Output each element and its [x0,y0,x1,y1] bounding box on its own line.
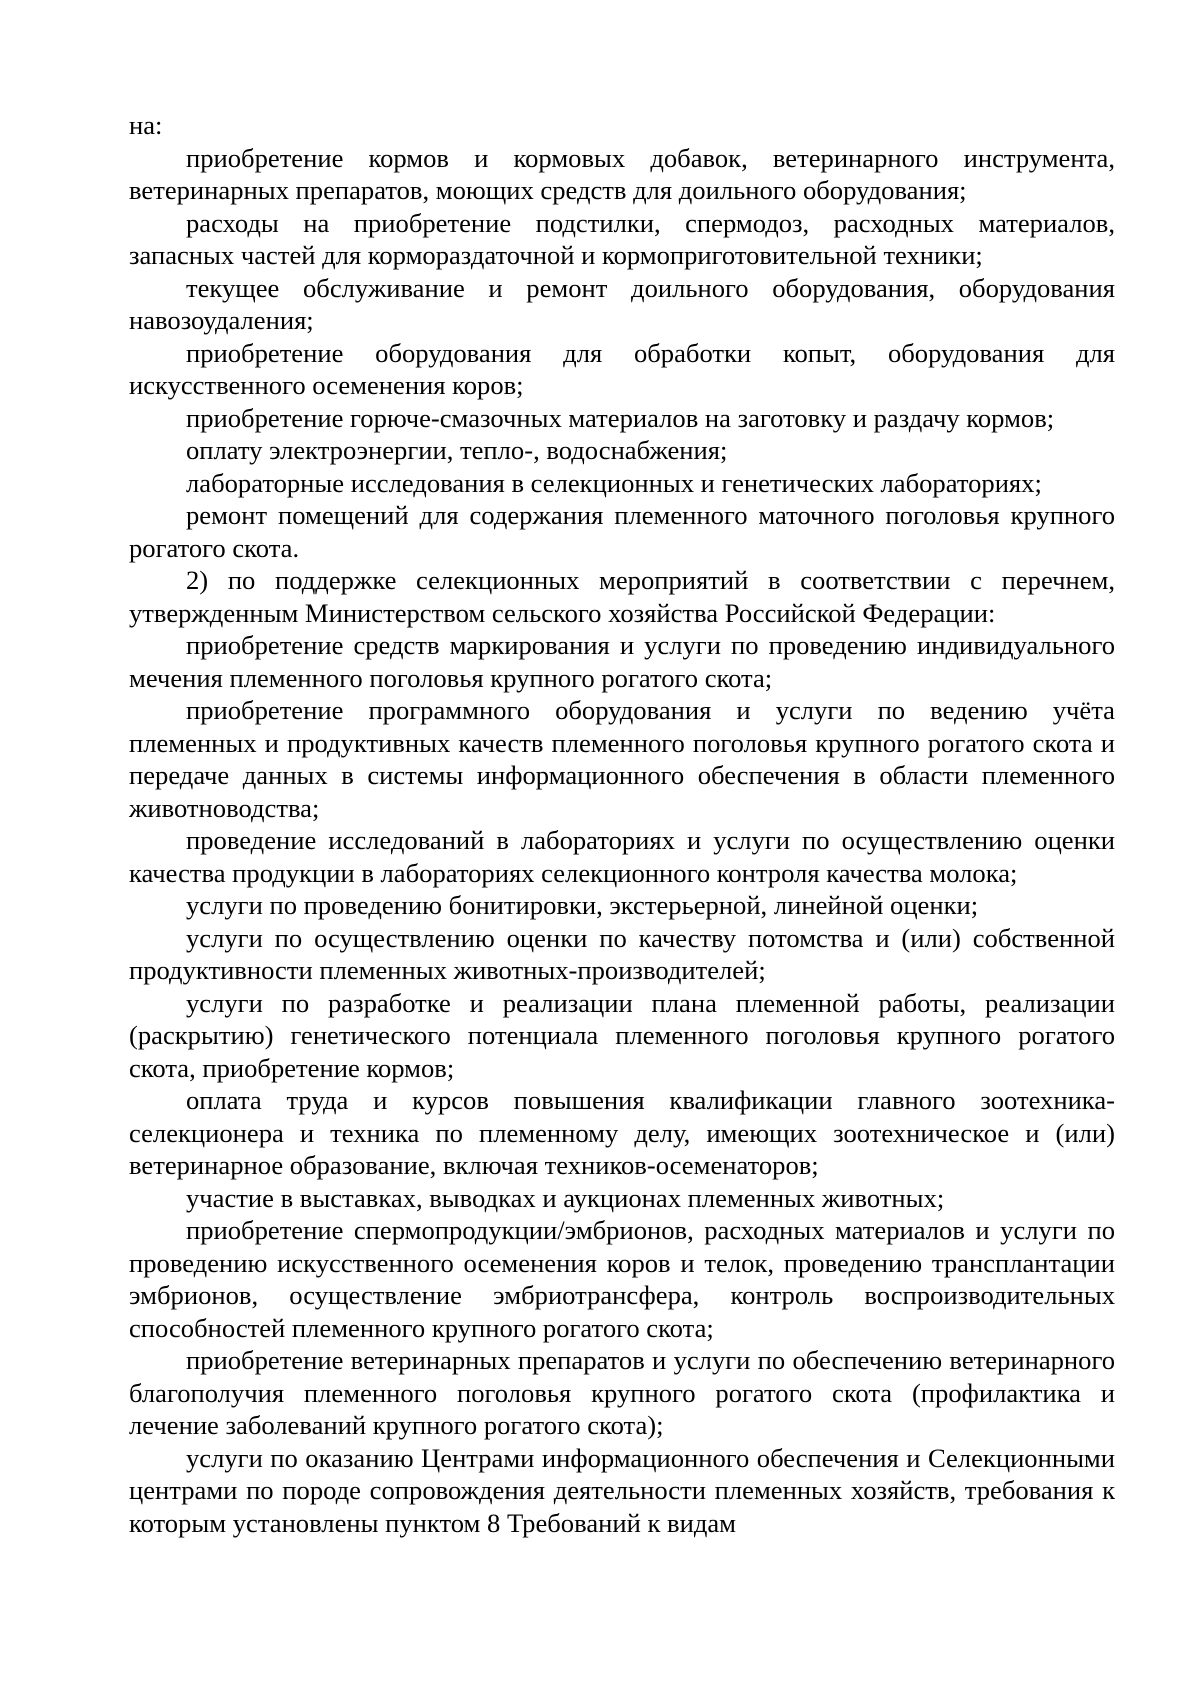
paragraph-marking: приобретение средств маркирования и услуги по проведению индивидуального мечения племенного поголовья крупного рогатого скота; [129,630,1115,693]
paragraph-veterinary: приобретение ветеринарных препаратов и услуги по обеспечению ветеринарного благополучия племенного поголовья крупного рогатого скота (профилактика и лечение заболеваний крупного рогатого скота); [129,1345,1115,1440]
paragraph-selection-support: 2) по поддержке селекционных мероприятий в соответствии с перечнем, утвержденным Министерством сельского хозяйства Российской Федерации: [129,565,1115,628]
paragraph-milk-quality: проведение исследований в лабораториях и услуги по осуществлению оценки качества продукции в лабораториях селекционного контроля качества молока; [129,825,1115,888]
paragraph-bedding-expenses: расходы на приобретение подстилки, спермодоз, расходных материалов, запасных частей для кормораздаточной и кормоприготовительной техники; [129,207,1115,270]
paragraph-lab-research: лабораторные исследования в селекционных и генетических лабораториях; [186,467,1042,498]
paragraph-breeding-plan: услуги по разработке и реализации плана племенной работы, реализации (раскрытию) генетического потенциала племенного поголовья крупного рогатого скота, приобретение кормов; [129,987,1115,1083]
paragraph-premises-repair: ремонт помещений для содержания племенного маточного поголовья крупного рогатого скота. [129,500,1115,563]
paragraph-utilities: оплату электроэнергии, тепло-, водоснабжения; [186,435,728,465]
paragraph-info-centers: услуги по оказанию Центрами информационного обеспечения и Селекционными центрами по породе сопровождения деятельности племенных хозяйств, требования к которым установлены пунктом 8 Требований к видам [129,1442,1115,1538]
paragraph-milking-maintenance: текущее обслуживание и ремонт доильного оборудования, оборудования навозоудаления; [129,272,1115,335]
paragraph-hoof-equipment: приобретение оборудования для обработки копыт, оборудования для искусственного осеменения коров; [129,337,1115,400]
paragraph-insemination: приобретение спермопродукции/эмбрионов, расходных материалов и услуги по проведению искусственного осеменения коров и телок, проведению трансплантации эмбрионов, осуществление эмбриотрансфера, контроль воспроизводительных способностей племенного крупного рогатого скота; [129,1215,1115,1343]
paragraph-fuel-lubricants: приобретение горюче-смазочных материалов на заготовку и раздачу кормов; [186,402,1055,433]
paragraph-intro: на: [129,110,163,140]
paragraph-exhibitions: участие в выставках, выводках и аукционах племенных животных; [186,1182,945,1213]
paragraph-staff-training: оплата труда и курсов повышения квалификации главного зоотехника-селекционера и техника по племенному делу, имеющих зоотехническое и (или) ветеринарное образование, включая техников-осеменаторов; [129,1085,1115,1180]
paragraph-progeny-assessment: услуги по осуществлению оценки по качеству потомства и (или) собственной продуктивности племенных животных-производителей; [129,922,1115,985]
paragraph-software: приобретение программного оборудования и услуги по ведению учёта племенных и продуктивных качеств племенного поголовья крупного рогатого скота и передаче данных в системы информационного обеспечения в области племенного животноводства; [129,695,1115,823]
paragraph-bonitation: услуги по проведению бонитировки, экстерьерной, линейной оценки; [186,890,979,920]
paragraph-feed-purchase: приобретение кормов и кормовых добавок, ветеринарного инструмента, ветеринарных препаратов, моющих средств для доильного оборудования; [129,142,1115,205]
